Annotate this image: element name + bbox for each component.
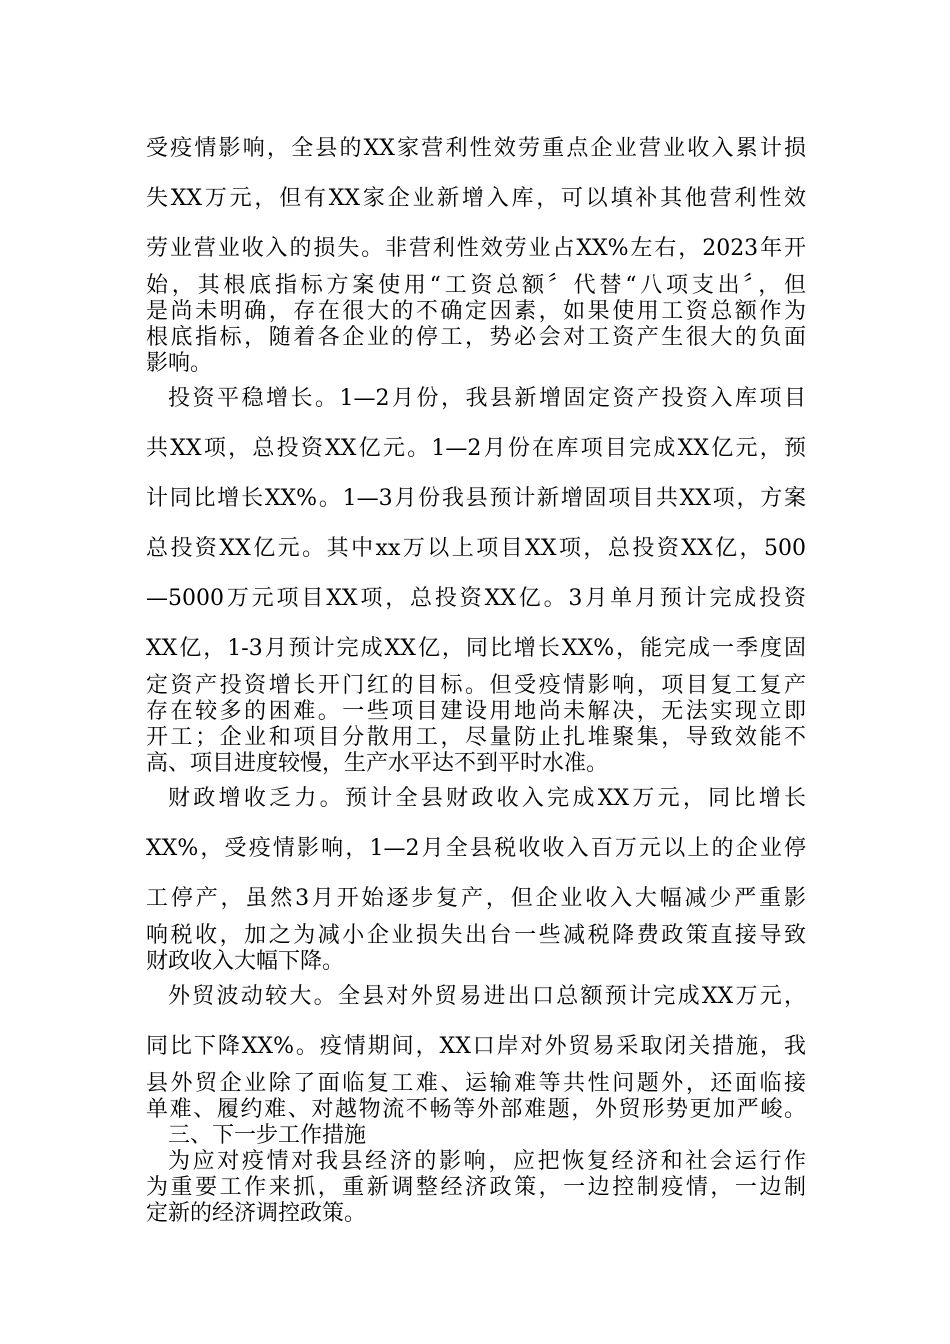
text-line: 共XX项，总投资XX亿元。1—2月份在库项目完成XX亿元，预: [146, 436, 806, 461]
text-line: 财政收入大幅下降。: [146, 949, 345, 974]
text-line: 始，其根底指标方案使用“工资总额〞代替“八项支出〞，但: [146, 273, 806, 298]
text-line: 影响。: [146, 351, 213, 376]
text-line: 高、项目进度较慢，生产水平达不到平时水准。: [146, 751, 609, 776]
text-line: 定新的经济调控政策。: [146, 1201, 367, 1226]
text-line: 单难、履约难、对越物流不畅等外部难题，外贸形势更加严峻。: [146, 1097, 806, 1122]
text-line: 根底指标，随着各企业的停工，势必会对工资产生很大的负面: [146, 325, 806, 350]
text-line: 受疫情影响，全县的XX家营利性效劳重点企业营业收入累计损: [146, 136, 806, 161]
text-line: 为重要工作来抓，重新调整经济政策，一边控制疫情，一边制: [146, 1175, 806, 1200]
text-line: 为应对疫情对我县经济的影响，应把恢复经济和社会运行作: [168, 1149, 806, 1174]
text-line: 县外贸企业除了面临复工难、运输难等共性问题外，还面临接: [146, 1071, 806, 1096]
text-line: XX亿，1-3月预计完成XX亿，同比增长XX%，能完成一季度固: [146, 636, 806, 661]
text-line: 定资产投资增长开门红的目标。但受疫情影响，项目复工复产: [146, 673, 806, 698]
text-line: 总投资XX亿元。其中xx万以上项目XX项，总投资XX亿，500: [146, 536, 806, 561]
text-line: XX%，受疫情影响，1—2月全县税收收入百万元以上的企业停: [146, 836, 806, 861]
text-line: 同比下降XX%。疫情期间，XX口岸对外贸易采取闭关措施，我: [146, 1034, 806, 1059]
section-heading: 三、下一步工作措施: [168, 1123, 367, 1148]
text-line: 工停产，虽然3月开始逐步复产，但企业收入大幅减少严重影: [146, 886, 806, 911]
text-line: 是尚未明确，存在很大的不确定因素，如果使用工资总额作为: [146, 299, 806, 324]
text-line: 失XX万元，但有XX家企业新增入库，可以填补其他营利性效: [146, 186, 806, 211]
text-line: 存在较多的困难。一些项目建设用地尚未解决，无法实现立即: [146, 699, 806, 724]
text-line: 开工；企业和项目分散用工，尽量防止扎堆聚集，导致效能不: [146, 725, 806, 750]
paragraph-heading-finance: 财政增收乏力。预计全县财政收入完成XX万元，同比增长: [168, 786, 806, 811]
paragraph-heading-investment: 投资平稳增长。1—2月份，我县新增固定资产投资入库项目: [168, 386, 806, 411]
text-line: 计同比增长XX%。1—3月份我县预计新增固项目共XX项，方案: [146, 486, 806, 511]
text-line: 响税收，加之为减小企业损失出台一些减税降费政策直接导致: [146, 923, 806, 948]
paragraph-heading-trade: 外贸波动较大。全县对外贸易进出口总额预计完成XX万元，: [168, 984, 806, 1009]
text-line: 劳业营业收入的损失。非营利性效劳业占XX%左右，2023年开: [146, 236, 806, 261]
text-line: —5000万元项目XX项，总投资XX亿。3月单月预计完成投资: [146, 586, 806, 611]
